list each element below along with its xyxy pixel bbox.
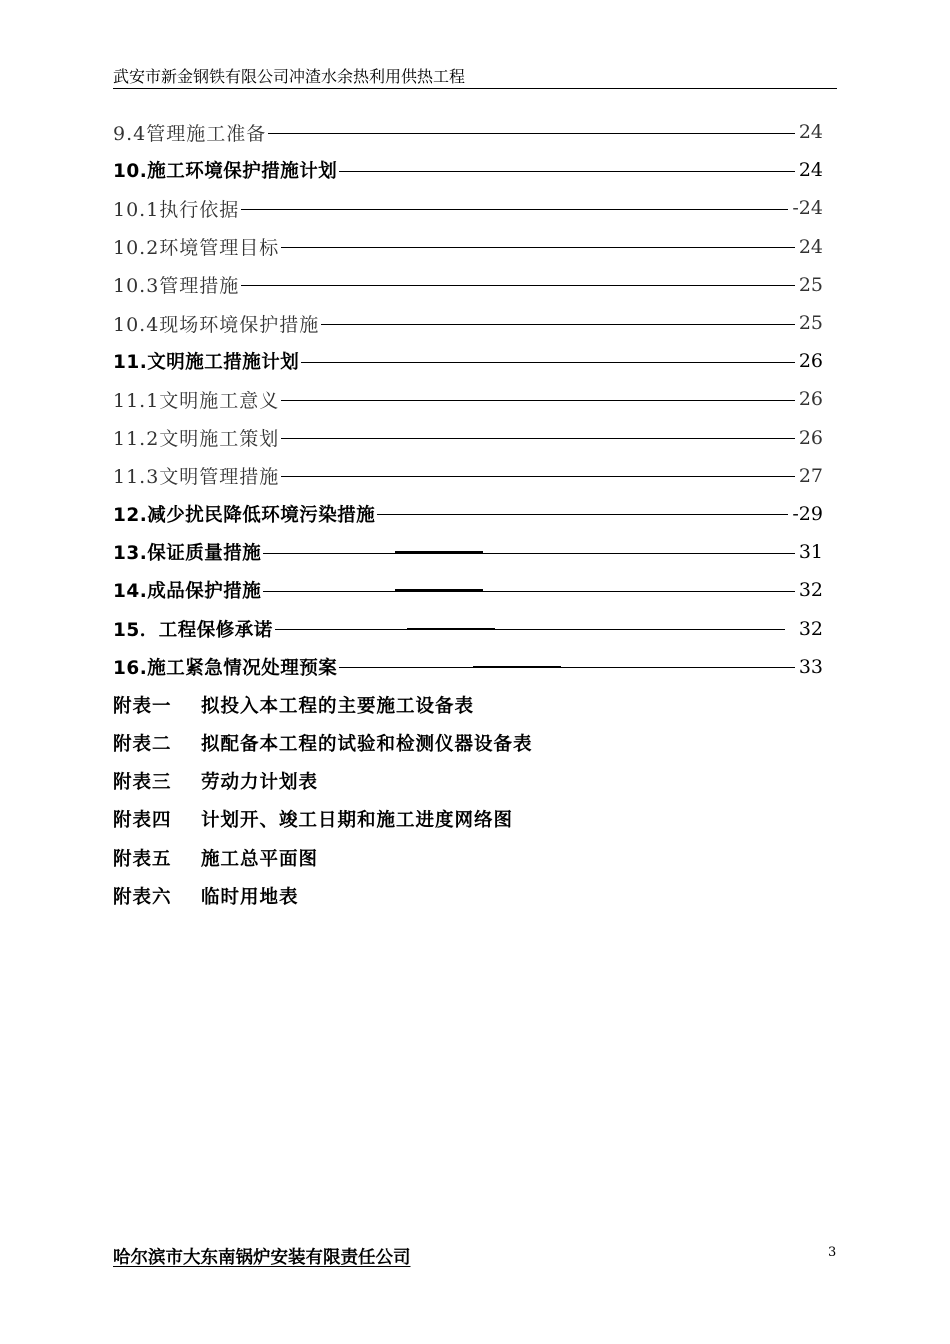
appendix-name: 附表三 xyxy=(113,772,172,794)
toc-entry[interactable] xyxy=(113,304,823,342)
toc-leader xyxy=(263,591,795,592)
toc-entry[interactable] xyxy=(113,609,823,647)
appendix-name: 附表四 xyxy=(113,810,172,832)
toc-entry-page: 25 xyxy=(798,273,823,296)
page-number: 3 xyxy=(828,1245,837,1260)
appendix-name: 附表五 xyxy=(113,848,172,870)
toc-entry[interactable] xyxy=(113,151,823,189)
toc-entry-label: 11.2文明施工策划 xyxy=(113,428,280,451)
toc-entry-page: 24 xyxy=(798,159,823,182)
appendix-name: 附表二 xyxy=(113,734,172,756)
appendix-entry[interactable] xyxy=(113,724,823,762)
toc-entry-page: 33 xyxy=(798,655,823,678)
toc-leader xyxy=(268,133,795,134)
toc-entry[interactable] xyxy=(113,228,823,266)
toc-entry[interactable] xyxy=(113,380,823,418)
toc-entry-label: 10.施工环境保护措施计划 xyxy=(113,161,338,183)
toc-entry-label: 9.4管理施工准备 xyxy=(113,122,267,145)
toc-entry-label: 11.1文明施工意义 xyxy=(113,389,280,412)
appendix-entry[interactable] xyxy=(113,762,823,800)
toc-entry-page: 32 xyxy=(798,579,823,602)
appendix-title: 劳动力计划表 xyxy=(201,772,319,794)
toc-leader xyxy=(339,667,795,668)
toc-leader xyxy=(241,285,795,286)
appendix-title: 拟配备本工程的试验和检测仪器设备表 xyxy=(201,734,533,756)
appendix-title: 计划开、竣工日期和施工进度网络图 xyxy=(201,810,514,832)
toc-leader xyxy=(281,476,795,477)
toc-entry-label: 11.3文明管理措施 xyxy=(113,466,280,489)
toc-leader xyxy=(377,514,788,515)
toc-entry[interactable] xyxy=(113,571,823,609)
page-header: 武安市新金钢铁有限公司冲渣水余热利用供热工程 xyxy=(113,66,837,89)
toc-leader xyxy=(275,629,785,630)
appendix-name: 附表一 xyxy=(113,695,172,717)
toc-entry-page: 26 xyxy=(798,426,823,449)
toc-entry-page: 27 xyxy=(798,464,823,487)
toc-entry-label: 13.保证质量措施 xyxy=(113,543,262,565)
toc-entry-page: -24 xyxy=(792,197,823,220)
toc-leader xyxy=(281,400,795,401)
toc-leader xyxy=(301,362,795,363)
toc-entry-page: 24 xyxy=(798,121,823,144)
footer-company: 哈尔滨市大东南锅炉安装有限责任公司 xyxy=(113,1248,411,1268)
toc-entry-page: 32 xyxy=(798,617,823,640)
toc-entry-label: 10.1执行依据 xyxy=(113,198,240,221)
toc-entry[interactable] xyxy=(113,113,823,151)
toc-entry[interactable] xyxy=(113,495,823,533)
toc-entry-page: 31 xyxy=(798,541,823,564)
toc-entry-label: 14.成品保护措施 xyxy=(113,581,262,603)
toc-entry[interactable] xyxy=(113,533,823,571)
appendix-name: 附表六 xyxy=(113,886,172,908)
table-of-contents xyxy=(113,113,823,915)
toc-entry-label: 10.4现场环境保护措施 xyxy=(113,313,320,336)
toc-entry-page: 26 xyxy=(798,350,823,373)
toc-entry-label: 10.2环境管理目标 xyxy=(113,237,280,260)
appendix-entry[interactable] xyxy=(113,839,823,877)
toc-entry-label: 10.3管理措施 xyxy=(113,275,240,298)
toc-entry[interactable] xyxy=(113,342,823,380)
toc-leader xyxy=(281,438,795,439)
toc-entry-page: 24 xyxy=(798,235,823,258)
toc-entry[interactable] xyxy=(113,266,823,304)
toc-entry[interactable] xyxy=(113,648,823,686)
toc-leader xyxy=(281,247,795,248)
appendix-entry[interactable] xyxy=(113,686,823,724)
appendix-title: 施工总平面图 xyxy=(201,848,319,870)
toc-entry-label: 12.减少扰民降低环境污染措施 xyxy=(113,504,376,526)
toc-leader xyxy=(263,553,795,554)
toc-entry-page: 25 xyxy=(798,312,823,335)
toc-entry-label: 15．工程保修承诺 xyxy=(113,619,273,641)
toc-entry[interactable] xyxy=(113,189,823,227)
appendix-entry[interactable] xyxy=(113,800,823,838)
toc-leader xyxy=(241,209,788,210)
appendix-title: 拟投入本工程的主要施工设备表 xyxy=(201,695,475,717)
toc-leader xyxy=(339,171,795,172)
toc-entry-label: 11.文明施工措施计划 xyxy=(113,352,300,374)
appendix-title: 临时用地表 xyxy=(201,886,299,908)
appendix-entry[interactable] xyxy=(113,877,823,915)
toc-leader xyxy=(321,324,795,325)
toc-entry-label: 16.施工紧急情况处理预案 xyxy=(113,657,338,679)
toc-entry-page: -29 xyxy=(792,502,823,525)
toc-entry[interactable] xyxy=(113,419,823,457)
toc-entry-page: 26 xyxy=(798,388,823,411)
toc-entry[interactable] xyxy=(113,457,823,495)
